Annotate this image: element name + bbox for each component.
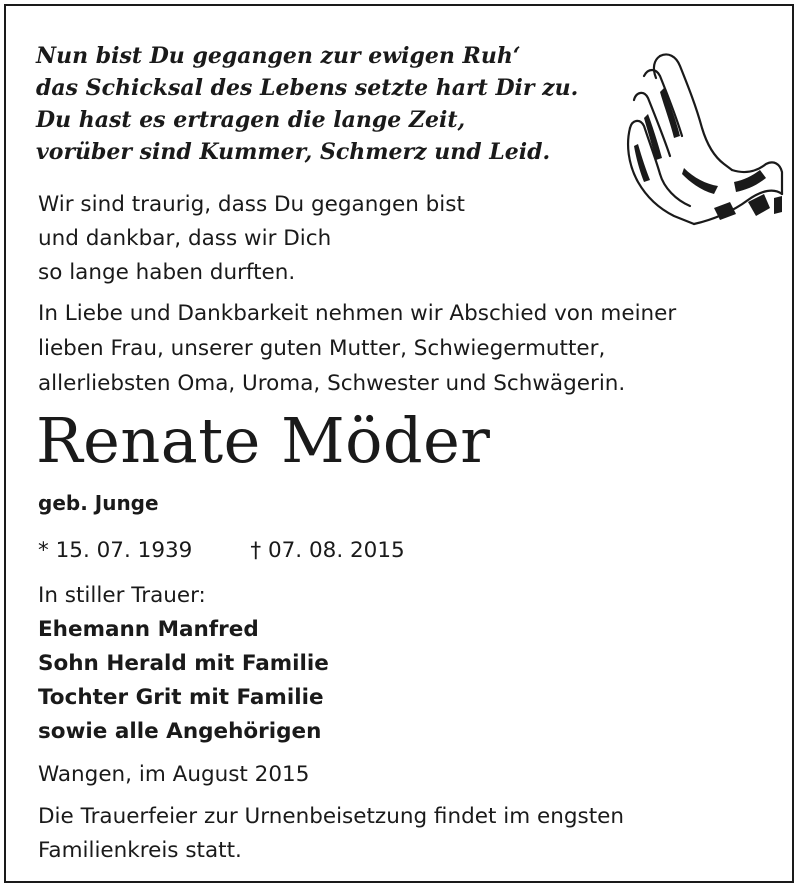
grief-line: so lange haben durften. bbox=[38, 260, 296, 285]
poem-line: vorüber sind Kummer, Schmerz und Leid. bbox=[36, 139, 551, 165]
mourner-name: Tochter Grit mit Familie bbox=[38, 685, 324, 710]
grief-line: Wir sind traurig, dass Du gegangen bist bbox=[38, 192, 465, 217]
farewell-paragraph bbox=[38, 296, 676, 401]
farewell-line: allerliebsten Oma, Uroma, Schwester und Schwägerin. bbox=[38, 371, 626, 396]
ceremony-line: Familienkreis statt. bbox=[38, 838, 242, 863]
grief-verse bbox=[38, 188, 465, 290]
birth-date: * 15. 07. 1939 bbox=[38, 538, 193, 563]
maiden-name: geb. Junge bbox=[38, 491, 159, 515]
ceremony-line: Die Trauerfeier zur Urnenbeisetzung findet im engsten bbox=[38, 804, 624, 829]
grief-line: und dankbar, dass wir Dich bbox=[38, 226, 332, 251]
memorial-poem bbox=[36, 40, 578, 168]
obituary-notice bbox=[4, 4, 794, 883]
mourner-name: Ehemann Manfred bbox=[38, 617, 259, 642]
mourners-list bbox=[38, 613, 329, 749]
place-date: Wangen, im August 2015 bbox=[38, 762, 310, 787]
mourner-name: sowie alle Angehörigen bbox=[38, 719, 322, 744]
mourners-intro: In stiller Trauer: bbox=[38, 583, 206, 608]
praying-hands-icon bbox=[624, 48, 786, 233]
farewell-line: In Liebe und Dankbarkeit nehmen wir Abschied von meiner bbox=[38, 301, 677, 326]
poem-line: Du hast es ertragen die lange Zeit, bbox=[36, 107, 466, 133]
deceased-name: Renate Möder bbox=[36, 404, 491, 477]
mourner-name: Sohn Herald mit Familie bbox=[38, 651, 329, 676]
poem-line: Nun bist Du gegangen zur ewigen Ruh‘ bbox=[36, 43, 521, 69]
ceremony-note bbox=[38, 800, 624, 868]
death-date: † 07. 08. 2015 bbox=[250, 538, 405, 563]
life-dates bbox=[38, 534, 405, 568]
poem-line: das Schicksal des Lebens setzte hart Dir zu. bbox=[36, 75, 579, 101]
farewell-line: lieben Frau, unserer guten Mutter, Schwiegermutter, bbox=[38, 336, 606, 361]
